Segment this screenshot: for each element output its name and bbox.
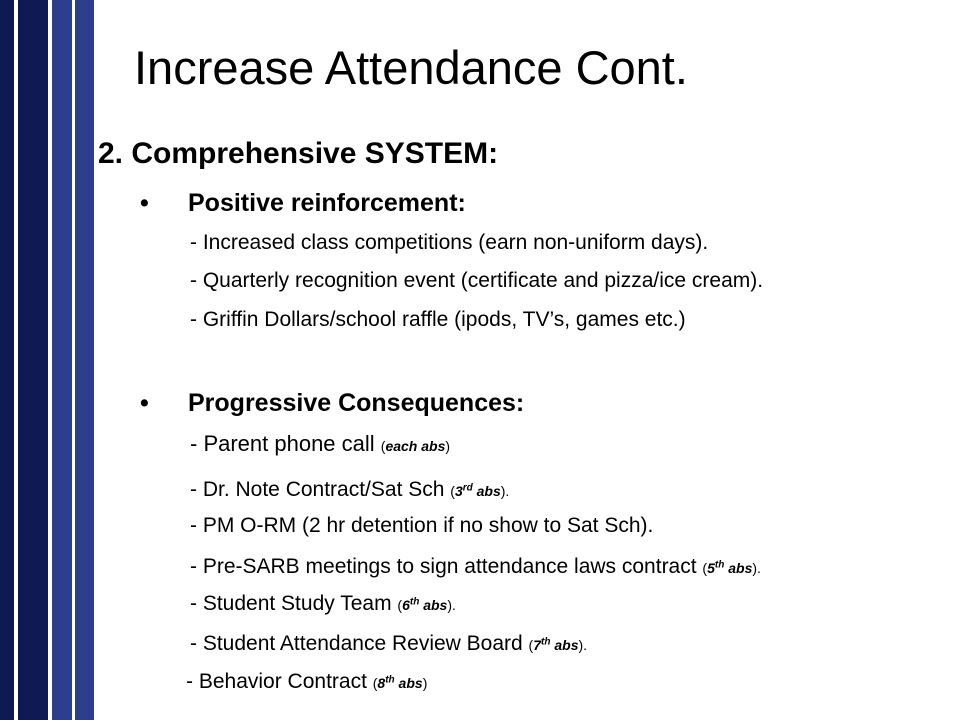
section-heading: 2. Comprehensive SYSTEM: [98,137,499,170]
list-item [190,553,761,582]
bullet-positive-reinforcement [140,186,466,220]
list-item: - Griffin Dollars/school raffle (ipods, TV’s, games etc.) [190,308,686,331]
item-text: - PM O-RM (2 hr detention if no show to Sat Sch). [190,514,654,537]
item-text: - Pre-SARB meetings to sign attendance laws contract [190,555,703,578]
decor-stripe-7 [75,0,94,720]
item-text: - Parent phone call [190,431,381,456]
item-text: - Student Attendance Review Board [190,632,529,655]
list-item [190,590,456,619]
list-item [190,430,450,460]
item-note: (6th abs). [397,596,456,613]
bullet-dot: • [140,389,149,417]
bullet-label: Positive reinforcement: [188,189,466,217]
list-item [186,668,427,697]
item-text: - Student Study Team [190,592,398,615]
list-item: - Increased class competitions (earn non-uniform days). [190,231,709,254]
item-note: (5th abs). [702,559,761,576]
item-note: (8th abs) [372,674,428,691]
list-item [190,476,509,505]
bullet-label: Progressive Consequences: [188,389,525,417]
decor-stripe-3 [18,0,48,720]
list-item [190,512,653,540]
slide-title: Increase Attendance Cont. [134,41,688,94]
item-text: - Behavior Contract [186,670,373,693]
list-item: - Quarterly recognition event (certificate and pizza/ice cream). [190,269,764,292]
item-note: (7th abs). [528,636,588,653]
decor-stripe-5 [52,0,72,720]
bullet-progressive-consequences [140,386,524,420]
item-text: - Dr. Note Contract/Sat Sch [190,478,451,501]
bullet-dot: • [140,189,149,217]
list-item [190,630,587,659]
item-note: (each abs) [380,438,451,454]
decor-stripe-1 [0,0,14,720]
item-note: (3rd abs). [450,482,510,499]
